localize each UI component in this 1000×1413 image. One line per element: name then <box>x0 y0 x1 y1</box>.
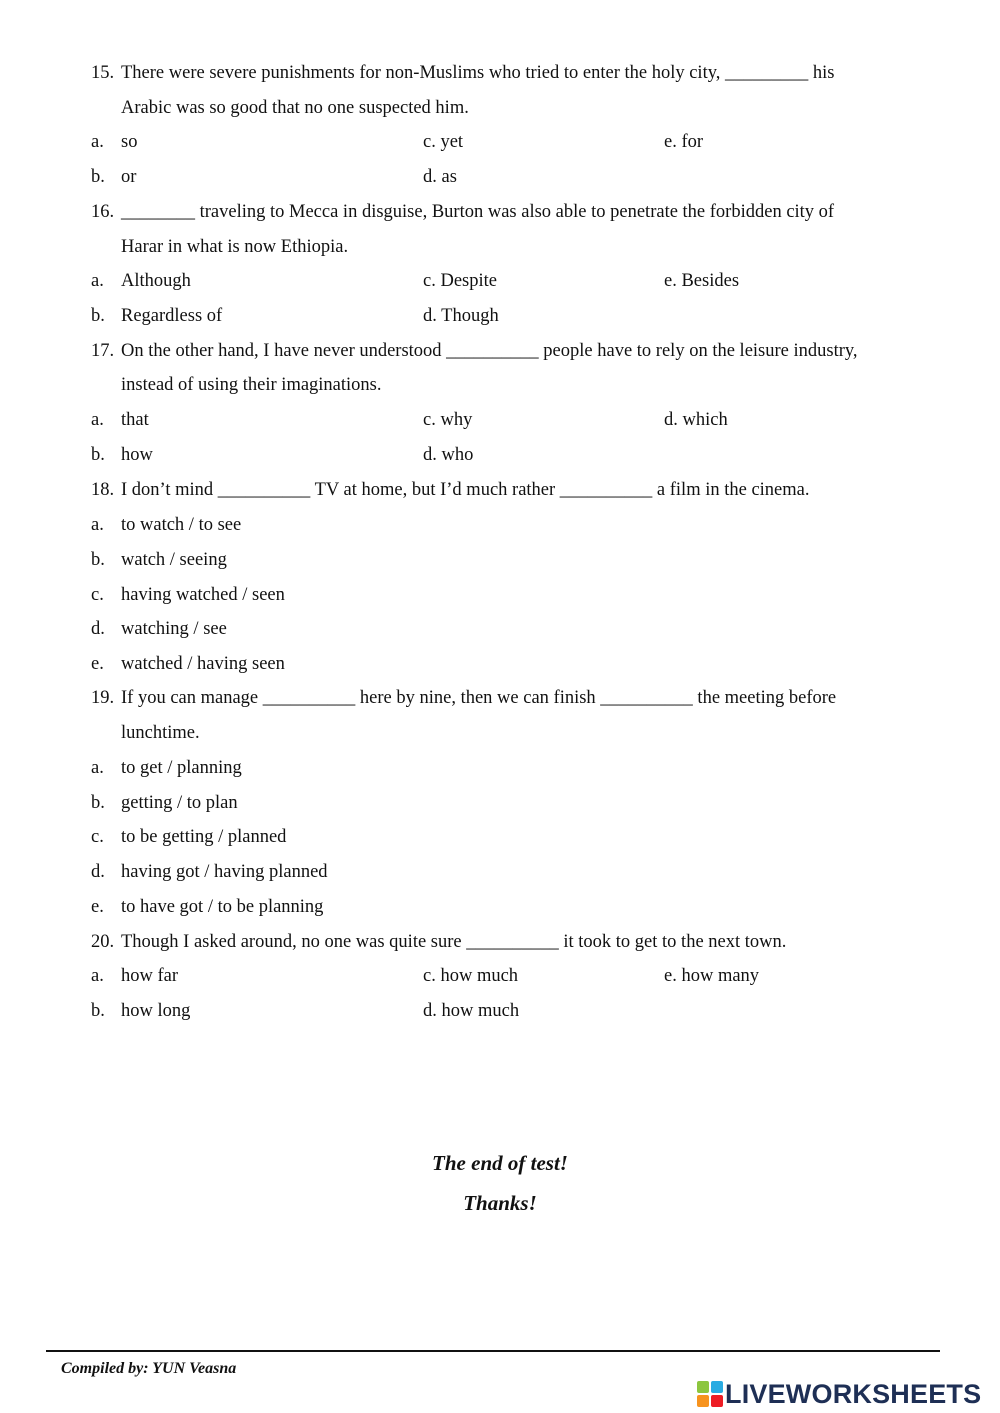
option-text: for <box>681 132 704 152</box>
option-letter: c. <box>91 585 104 605</box>
option-text: as <box>441 167 457 187</box>
question-text-continued: Arabic was so good that no one suspected him. <box>121 98 469 118</box>
option-item <box>423 999 519 1023</box>
option-letter: a. <box>91 758 104 778</box>
option-item <box>664 408 728 432</box>
option-letter: d. <box>91 619 105 639</box>
option-letter: a. <box>91 515 104 535</box>
question-number: 15. <box>91 63 115 83</box>
option-text: how far <box>121 966 179 986</box>
question-number: 19. <box>91 688 115 708</box>
option-item <box>664 130 703 154</box>
option-letter: e. <box>91 654 104 674</box>
option-text: who <box>441 445 474 465</box>
option-letter: c. <box>423 132 436 152</box>
option-text: Despite <box>440 271 497 291</box>
option-letter: a. <box>91 410 104 430</box>
option-item <box>423 130 463 154</box>
option-text: watched / having seen <box>121 654 285 674</box>
option-letter: b. <box>91 793 105 813</box>
question-text: ________ traveling to Mecca in disguise, Burton was also able to penetrate the forbidden city of <box>121 202 835 222</box>
question-text: Though I asked around, no one was quite sure __________ it took to get to the next town. <box>121 932 787 952</box>
question-number: 18. <box>91 480 115 500</box>
logo-tile <box>711 1395 723 1407</box>
option-letter: b. <box>91 550 105 570</box>
option-item <box>423 304 499 328</box>
liveworksheets-logo-icon <box>697 1381 723 1407</box>
closing-thanks: Thanks! <box>463 1191 537 1215</box>
option-letter: e. <box>664 132 677 152</box>
question-text: If you can manage __________ here by nine, then we can finish __________ the meeting before <box>121 688 837 708</box>
logo-tile <box>697 1381 709 1393</box>
option-letter: e. <box>664 966 677 986</box>
option-letter: c. <box>423 966 436 986</box>
option-text: how much <box>440 966 519 986</box>
option-text: or <box>121 167 137 187</box>
option-letter: d. <box>664 410 678 430</box>
option-text: having watched / seen <box>121 585 285 605</box>
option-item <box>423 269 497 293</box>
option-letter: c. <box>423 410 436 430</box>
option-text: how long <box>121 1001 191 1021</box>
option-text: to have got / to be planning <box>121 897 324 917</box>
option-text: Regardless of <box>121 306 223 326</box>
option-text: watching / see <box>121 619 227 639</box>
option-item <box>423 408 472 432</box>
option-letter: e. <box>664 271 677 291</box>
question-number: 16. <box>91 202 115 222</box>
option-text: Though <box>441 306 499 326</box>
option-letter: d. <box>423 167 437 187</box>
option-letter: c. <box>423 271 436 291</box>
compiled-by: Compiled by: YUN Veasna <box>61 1360 237 1377</box>
option-letter: b. <box>91 167 105 187</box>
logo-tile <box>711 1381 723 1393</box>
question-text: On the other hand, I have never understood __________ people have to rely on the leisure industry, <box>121 341 858 361</box>
option-letter: d. <box>423 1001 437 1021</box>
option-text: Besides <box>681 271 740 291</box>
option-letter: a. <box>91 132 104 152</box>
option-text: to watch / to see <box>121 515 242 535</box>
option-text: to be getting / planned <box>121 827 287 847</box>
option-letter: c. <box>91 827 104 847</box>
option-text: Although <box>121 271 191 291</box>
option-item <box>423 443 473 467</box>
option-letter: a. <box>91 271 104 291</box>
question-text: I don’t mind __________ TV at home, but I’d much rather __________ a film in the cinema. <box>121 480 810 500</box>
footer-divider <box>46 1350 940 1352</box>
liveworksheets-wordmark: LIVEWORKSHEETS <box>725 1379 982 1409</box>
question-number: 17. <box>91 341 115 361</box>
option-text: to get / planning <box>121 758 242 778</box>
question-text-continued: Harar in what is now Ethiopia. <box>121 237 349 257</box>
option-letter: b. <box>91 306 105 326</box>
option-text: so <box>121 132 138 152</box>
option-text: how <box>121 445 153 465</box>
option-text: yet <box>440 132 464 152</box>
option-letter: e. <box>91 897 104 917</box>
option-text: how much <box>441 1001 520 1021</box>
logo-tile <box>697 1395 709 1407</box>
option-text: having got / having planned <box>121 862 328 882</box>
closing-end-of-test: The end of test! <box>432 1151 568 1175</box>
option-item <box>423 964 518 988</box>
liveworksheets-brand <box>697 1378 981 1410</box>
option-letter: d. <box>423 306 437 326</box>
question-text: There were severe punishments for non-Muslims who tried to enter the holy city, _________ his <box>121 63 835 83</box>
option-text: watch / seeing <box>121 550 227 570</box>
option-item <box>664 964 759 988</box>
question-text-continued: instead of using their imaginations. <box>121 375 382 395</box>
option-letter: b. <box>91 1001 105 1021</box>
option-letter: d. <box>91 862 105 882</box>
question-number: 20. <box>91 932 115 952</box>
option-letter: a. <box>91 966 104 986</box>
option-text: which <box>682 410 728 430</box>
option-letter: b. <box>91 445 105 465</box>
option-text: why <box>440 410 473 430</box>
option-item <box>664 269 739 293</box>
option-text: how many <box>681 966 760 986</box>
option-text: getting / to plan <box>121 793 238 813</box>
option-item <box>423 165 457 189</box>
option-letter: d. <box>423 445 437 465</box>
option-text: that <box>121 410 149 430</box>
question-text-continued: lunchtime. <box>121 723 200 743</box>
